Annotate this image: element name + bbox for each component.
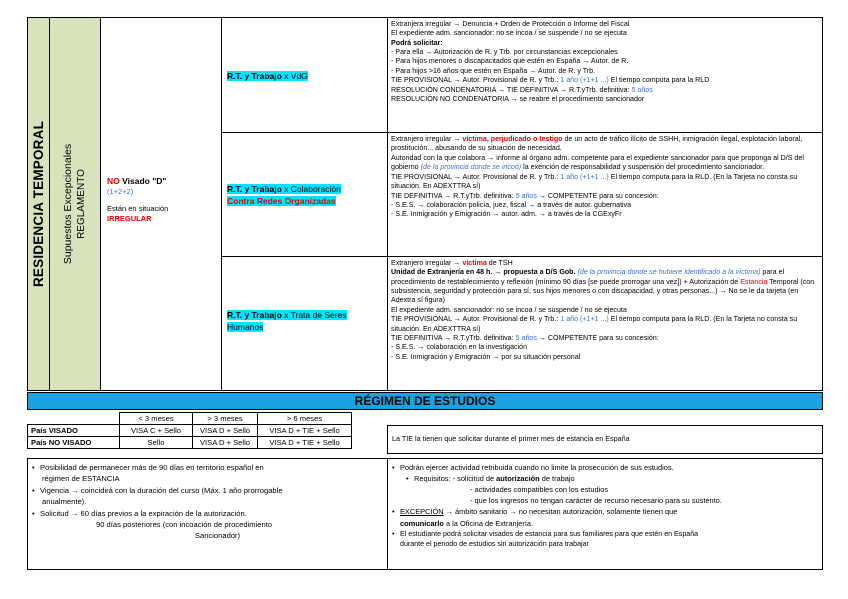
table-cell: VISA D + TIE + Sello	[258, 437, 352, 449]
estudios-table	[27, 412, 352, 449]
colab-line: - S.E.S. → colaboración policía, juez, fiscal → a través de autor. gubernativa	[391, 200, 632, 209]
table-cell: VISA C + Sello	[120, 425, 193, 437]
row-vdg-title-cell	[221, 17, 388, 133]
row-trata-title-cell	[221, 256, 388, 391]
colab-line: - S.E. Inmigración y Emigración → autor. adm. → a través de la CGExyFr	[391, 210, 622, 219]
supuestos-line1: Supuestos Excepcionales	[62, 143, 75, 265]
row-vdg-title	[227, 71, 308, 82]
table-cell: VISA D + Sello	[193, 425, 258, 437]
visado-cell	[100, 17, 222, 391]
row-vdg-title-rest: x VdG	[281, 71, 308, 81]
trata-line: - S.E.S. → colaboración en la investigación	[391, 343, 528, 352]
row-trata-title-plain: R.T. y Trabajo	[227, 310, 282, 320]
vdg-line: Podrá solicitar:	[391, 38, 443, 47]
vdg-line: RESOLUCIÓN NO CONDENATORIA → se reabre el procedimiento sancionador	[391, 94, 645, 103]
table-cell: VISA D + Sello	[193, 437, 258, 449]
table-header-cell: > 6 meses	[258, 413, 352, 425]
colab-para1: Extranjero irregular → víctima, perjudicado o testigo de un acto de tráfico ilícito de SSHH, inmigración ilegal, explotación laboral, prostitución... abusando de su situación de necesidad.	[391, 135, 803, 153]
right-bullet: • Requisitos: - solicitud de autorización de trabajo	[406, 474, 575, 484]
left-bullet: • Posibilidad de permanecer más de 90 días en territorio español en	[32, 463, 264, 472]
table-cell: Sello	[120, 437, 193, 449]
table-header-cell: > 3 meses	[193, 413, 258, 425]
right-bullet-cont: comunicarlo a la Oficina de Extranjería.	[400, 518, 534, 528]
visado-line	[107, 176, 168, 187]
colab-para2: Autoridad con la que colabora → informe al órgano adm. competente para el expediente sancionador para que proponga al D/S del gobierno (de la provincia donde se incoó) la exención de responsabilidad y suspensión del procedimiento sancionador.	[391, 153, 804, 172]
row-trata-content	[387, 256, 823, 391]
left-bullet: • Vigencia → coincidirá con la duración del curso (Máx. 1 año prorrogable	[32, 485, 283, 495]
trata-line: TIE DEFINITIVA → R.T.yTrb. definitiva: 5 años → COMPETENTE para su concesión:	[391, 333, 659, 342]
row-trata-title-rest: x Trata de Seres Humanos	[227, 310, 347, 333]
row-colab-content	[387, 132, 823, 257]
trata-line: El expediente adm. sancionador: no se incoa / se suspende / no se ejecuta	[391, 305, 627, 314]
row-colab-title-cell	[221, 132, 388, 257]
estan-label: Están en situación	[107, 203, 169, 213]
supuestos-title	[61, 144, 89, 264]
irregular-label: IRREGULAR	[107, 213, 152, 223]
visado-block	[107, 176, 168, 223]
left-bullet-cont: anualmente).	[42, 497, 87, 507]
trata-line: Extranjero irregular → víctima de TSH	[391, 259, 513, 267]
trata-para: Unidad de Extranjería en 48 h. → propuesta a D/S Gob. (de la provincia donde se hubiere identificado a la víctima) para el procedimiento de restablecimiento y reflexión (mínimo 90 días [se puede prorrogar una vez]) + Autorización de Estancia Temporal (con subsistencia, seguridad y protección para sí, sus hijos menores o con discapacidad, y otras personas...) → No se le da tarjeta (en Adextra sí figura)	[391, 268, 815, 305]
row-vdg-content	[387, 17, 823, 133]
right-bullet-cont: durante el periodo de estudios sin autorización para trabajar	[400, 540, 589, 549]
table-cell: VISA D + TIE + Sello	[258, 425, 352, 437]
visado-label: Visado "D"	[119, 176, 167, 186]
row-colab-title-rest: x Colaboración	[281, 184, 341, 194]
row-colab-title	[227, 183, 341, 208]
right-bullet: • El estudiante podrá solicitar visados de estancia para sus familiares para que estén en España	[392, 529, 699, 538]
table-cell: País VISADO	[28, 425, 120, 437]
colab-para3: TIE PROVISIONAL → Autor. Provisional de R. y Trb.: 1 año (+1+1 ...) El tiempo computa para la RLD. (En la Tarjeta no consta su situación. En ADEXTTRA sí)	[391, 172, 798, 191]
estudios-banner	[27, 392, 823, 410]
row-colab-title-plain: R.T. y Trabajo	[227, 184, 282, 194]
table-header-empty	[28, 413, 120, 425]
table-row	[28, 437, 352, 449]
tie-note-cell	[387, 425, 823, 454]
vdg-line: TIE PROVISIONAL → Autor. Provisional de R. y Trb.: 1 año (+1+1 ...) El tiempo computa para la RLD	[391, 76, 710, 85]
table-header-row	[28, 413, 352, 425]
no-label: NO	[107, 176, 120, 186]
supuestos-cell	[49, 17, 101, 391]
estudios-left-box	[27, 458, 388, 570]
vdg-line: - Para hijos menores o discapacitados que estén en España → Autor. de R.	[391, 57, 629, 66]
main-title: RESIDENCIA TEMPORAL	[30, 120, 46, 288]
estudios-right-box	[387, 458, 823, 570]
left-bullet-cont: Sancionador)	[194, 531, 241, 541]
vdg-line: El expediente adm. sancionador: no se incoa / se suspende / no se ejecuta	[391, 29, 627, 38]
trata-para: TIE PROVISIONAL → Autor. Provisional de R. y Trb.: 1 año (+1+1 ...) El tiempo computa para la RLD. (En la Tarjeta no consta su situación. En ADEXTTRA sí)	[391, 315, 798, 333]
tie-note: La TIE la tienen que solicitar durante el primer mes de estancia en España	[392, 434, 630, 443]
right-bullet: • Podrán ejercer actividad retribuida cuando no limite la prosecución de sus estudios.	[392, 463, 674, 472]
right-bullet-cont: - que los ingresos no tengan carácter de recurso necesario para su sustento.	[470, 496, 722, 506]
right-bullet-cont: - actividades compatibles con los estudios	[470, 485, 609, 495]
left-bullet: • Solicitud → 60 días previos a la expiración de la autorización.	[32, 508, 247, 518]
row-colab-title-red: Contra Redes Organizadas	[227, 196, 336, 207]
vdg-line: Extranjera irregular → Denuncia + Orden de Protección o Informe del Fiscal	[391, 20, 630, 28]
left-bullet-cont: régimen de ESTANCIA	[42, 474, 120, 484]
vdg-line: - Para hijos >16 años que estén en España → Autor. de R. y Trb.	[391, 66, 596, 75]
colab-line: TIE DEFINITIVA → R.T.yTrb. definitiva: 5 años → COMPETENTE para su concesión:	[391, 191, 659, 200]
table-cell: País NO VISADO	[28, 437, 120, 449]
estudios-title: RÉGIMEN DE ESTUDIOS	[354, 394, 496, 408]
row-trata-title	[227, 309, 385, 334]
vdg-line: RESOLUCIÓN CONDENATORIA → TIE DEFINITIVA → R.T.yTrb. definitiva: 5 años	[391, 85, 653, 94]
row-vdg-title-plain: R.T. y Trabajo	[227, 71, 282, 81]
estudios-table-wrap	[27, 412, 352, 449]
left-bullet-cont: 90 días posteriores (con incoación de procedimiento	[96, 519, 273, 529]
right-bullet: • EXCEPCIÓN → ámbito sanitario → no necesitan autorización, solamente tienen que	[392, 507, 678, 517]
visado-count: (1+2+2)	[107, 187, 134, 197]
vdg-line: - Para ella → Autorización de R. y Trb. por circunstancias excepcionales	[391, 48, 618, 57]
table-header-cell: < 3 meses	[120, 413, 193, 425]
supuestos-line2: REGLAMENTO	[76, 169, 88, 239]
trata-line: - S.E. Inmigración y Emigración → por su situación personal	[391, 352, 581, 361]
residencia-temporal-cell	[27, 17, 50, 391]
table-row	[28, 425, 352, 437]
